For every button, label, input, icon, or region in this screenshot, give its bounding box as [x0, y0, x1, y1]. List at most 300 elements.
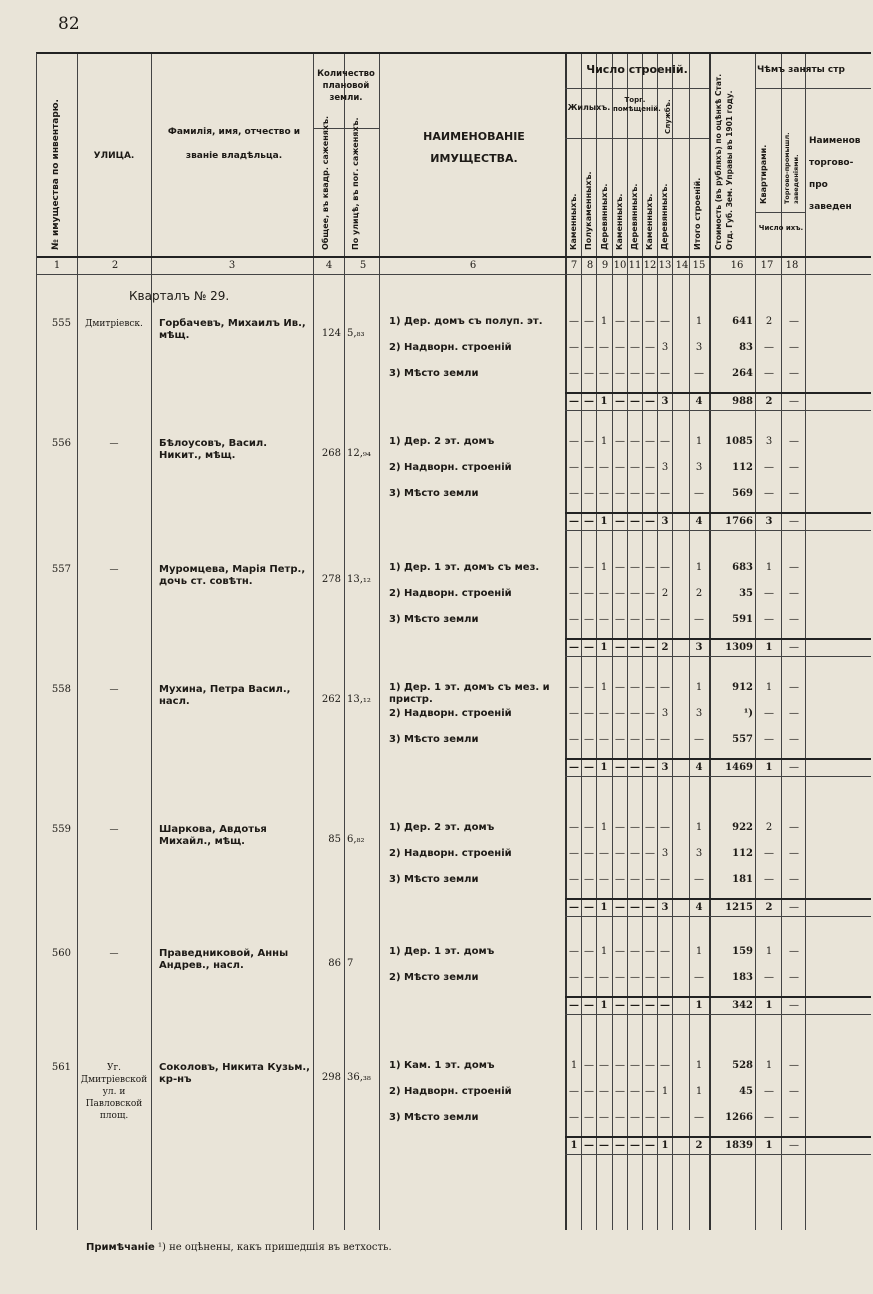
- count-c11: —: [630, 682, 640, 693]
- count-c12: —: [645, 946, 655, 957]
- inventory-number: 560: [51, 948, 71, 959]
- count-c9: —: [599, 488, 609, 499]
- count-c9: —: [599, 462, 609, 473]
- total-value: 1309: [725, 642, 753, 653]
- value-rubles: 159: [732, 946, 753, 957]
- count-c13: 3: [661, 342, 669, 353]
- total-enterprises: —: [789, 902, 799, 913]
- street-name: —: [109, 565, 119, 575]
- count-c10: —: [615, 1112, 625, 1123]
- total-apartments: 1: [765, 1000, 773, 1011]
- header-living: Жилыхъ.: [567, 103, 611, 112]
- total-apartments: 1: [765, 762, 773, 773]
- total-c13: —: [660, 1000, 670, 1011]
- property-item: 2) Надворн. строеній: [389, 708, 512, 719]
- land-area: 298: [321, 1072, 341, 1083]
- count-c8: —: [584, 1112, 594, 1123]
- apartments-count: 1: [765, 946, 773, 957]
- count-c14: —: [694, 1112, 704, 1123]
- count-c9: —: [599, 734, 609, 745]
- column-number: 12: [643, 260, 657, 271]
- count-c9: —: [599, 368, 609, 379]
- header-c15: Стоимость (въ рубляхъ) по оцѣнкѣ Стат. Отд. Губ. Зем. Управы въ 1901 году.: [714, 73, 734, 250]
- property-item: 1) Дер. домъ съ полуп. эт.: [389, 316, 543, 327]
- total-c11: —: [630, 642, 640, 653]
- count-c7: —: [569, 488, 579, 499]
- count-c14: —: [694, 488, 704, 499]
- column-number: 18: [785, 260, 799, 271]
- enterprises-count: —: [789, 588, 799, 599]
- count-c13: 3: [661, 848, 669, 859]
- total-c8: —: [584, 1140, 594, 1151]
- count-c11: —: [630, 436, 640, 447]
- owner-name: Муромцева, Марія Петр., дочь ст. совѣтн.: [159, 564, 306, 587]
- column-number: 1: [53, 260, 61, 271]
- count-c12: —: [645, 682, 655, 693]
- value-rubles: 683: [732, 562, 753, 573]
- owner-name: Горбачевъ, Михаилъ Ив., мѣщ.: [159, 318, 306, 341]
- property-item: 3) Мѣсто земли: [389, 614, 479, 625]
- count-c10: —: [615, 708, 625, 719]
- total-c7: —: [569, 642, 579, 653]
- count-c13: —: [660, 1060, 670, 1071]
- total-c9: 1: [600, 1000, 608, 1011]
- apartments-count: —: [764, 488, 774, 499]
- column-number: 17: [760, 260, 774, 271]
- apartments-count: 2: [765, 822, 773, 833]
- enterprises-count: —: [789, 848, 799, 859]
- count-c7: —: [569, 368, 579, 379]
- value-rubles: 912: [732, 682, 753, 693]
- total-c7: —: [569, 762, 579, 773]
- count-c14: 3: [695, 342, 703, 353]
- column-number: 15: [692, 260, 706, 271]
- count-c11: —: [630, 368, 640, 379]
- total-c7: —: [569, 1000, 579, 1011]
- apartments-count: —: [764, 368, 774, 379]
- count-c12: —: [645, 316, 655, 327]
- enterprises-count: —: [789, 614, 799, 625]
- count-c14: 1: [695, 822, 703, 833]
- value-rubles: 264: [732, 368, 753, 379]
- total-c10: —: [615, 762, 625, 773]
- apartments-count: —: [764, 848, 774, 859]
- total-c9: —: [599, 1140, 609, 1151]
- column-number: 3: [228, 260, 236, 271]
- value-rubles: 641: [732, 316, 753, 327]
- count-c9: —: [599, 1112, 609, 1123]
- apartments-count: —: [764, 972, 774, 983]
- property-item: 1) Дер. 1 эт. домъ съ мез. и пристр.: [389, 682, 550, 705]
- enterprises-count: —: [789, 708, 799, 719]
- total-c7: —: [569, 516, 579, 527]
- property-item: 2) Надворн. строеній: [389, 462, 512, 473]
- header-inventory-no: № имущества по инвентарю.: [51, 99, 61, 250]
- property-item: 3) Мѣсто земли: [389, 368, 479, 379]
- value-rubles: 1085: [725, 436, 753, 447]
- land-area: 124: [321, 328, 341, 339]
- inventory-number: 561: [51, 1062, 71, 1073]
- count-c8: —: [584, 342, 594, 353]
- column-number: 8: [586, 260, 594, 271]
- count-c13: 3: [661, 708, 669, 719]
- land-area: 85: [328, 834, 341, 845]
- count-c10: —: [615, 462, 625, 473]
- frontage: 6,₈₂: [347, 834, 365, 845]
- count-c10: —: [615, 588, 625, 599]
- count-c8: —: [584, 562, 594, 573]
- count-c13: —: [660, 1112, 670, 1123]
- total-c13: 3: [661, 516, 669, 527]
- count-c7: —: [569, 462, 579, 473]
- header-trade: Торг. помѣщеній.: [613, 96, 661, 113]
- total-value: 1766: [725, 516, 753, 527]
- count-c13: 1: [661, 1086, 669, 1097]
- total-c12: —: [645, 642, 655, 653]
- count-c9: 1: [600, 682, 608, 693]
- column-number: 2: [111, 260, 119, 271]
- count-c13: —: [660, 562, 670, 573]
- total-c13: 3: [661, 396, 669, 407]
- footnote-text: ¹) не оцѣнены, какъ пришедшія въ ветхость.: [158, 1242, 392, 1253]
- count-c9: —: [599, 708, 609, 719]
- header-c8: Полукаменныхъ.: [584, 171, 593, 250]
- owner-name: Бѣлоусовъ, Васил. Никит., мѣщ.: [159, 438, 268, 461]
- header-c9: Деревянныхъ.: [600, 183, 609, 250]
- total-enterprises: —: [789, 642, 799, 653]
- land-area: 86: [328, 958, 341, 969]
- count-c7: 1: [570, 1060, 578, 1071]
- count-c13: —: [660, 972, 670, 983]
- total-c12: —: [645, 762, 655, 773]
- count-c11: —: [630, 614, 640, 625]
- column-number: 14: [675, 260, 689, 271]
- frontage: 36,₃₈: [347, 1072, 371, 1083]
- total-c12: —: [645, 902, 655, 913]
- total-c11: —: [630, 516, 640, 527]
- enterprises-count: —: [789, 874, 799, 885]
- count-c14: —: [694, 874, 704, 885]
- header-c10: Каменныхъ.: [615, 193, 624, 250]
- count-c14: 1: [695, 562, 703, 573]
- count-c7: —: [569, 588, 579, 599]
- count-c14: —: [694, 734, 704, 745]
- total-c14: 4: [695, 396, 703, 407]
- enterprises-count: —: [789, 462, 799, 473]
- count-c12: —: [645, 488, 655, 499]
- count-c12: —: [645, 734, 655, 745]
- apartments-count: —: [764, 342, 774, 353]
- count-c10: —: [615, 316, 625, 327]
- total-c14: 1: [695, 1000, 703, 1011]
- count-c11: —: [630, 488, 640, 499]
- column-number: 10: [613, 260, 627, 271]
- enterprises-count: —: [789, 682, 799, 693]
- header-c13: Деревянныхъ.: [660, 183, 669, 250]
- count-c10: —: [615, 368, 625, 379]
- total-c8: —: [584, 1000, 594, 1011]
- apartments-count: 1: [765, 1060, 773, 1071]
- count-c13: —: [660, 614, 670, 625]
- count-c11: —: [630, 848, 640, 859]
- count-c11: —: [630, 316, 640, 327]
- count-c11: —: [630, 1060, 640, 1071]
- count-c14: 1: [695, 436, 703, 447]
- count-c12: —: [645, 1086, 655, 1097]
- total-c13: 2: [661, 642, 669, 653]
- enterprises-count: —: [789, 972, 799, 983]
- total-c12: —: [645, 1000, 655, 1011]
- count-c13: —: [660, 946, 670, 957]
- total-c9: 1: [600, 902, 608, 913]
- count-c11: —: [630, 562, 640, 573]
- count-c14: 1: [695, 682, 703, 693]
- frontage: 13,₁₂: [347, 574, 371, 585]
- total-c14: 4: [695, 516, 703, 527]
- land-area: 278: [321, 574, 341, 585]
- total-c8: —: [584, 762, 594, 773]
- total-value: 1469: [725, 762, 753, 773]
- count-c7: —: [569, 436, 579, 447]
- total-c7: —: [569, 396, 579, 407]
- count-c8: —: [584, 316, 594, 327]
- header-service: Службъ.: [664, 99, 672, 134]
- total-c8: —: [584, 642, 594, 653]
- header-c17: Торгово-промышл. заведеніями.: [783, 132, 800, 204]
- count-c8: —: [584, 708, 594, 719]
- count-c8: —: [584, 972, 594, 983]
- owner-name: Праведниковой, Анны Андрев., насл.: [159, 948, 289, 971]
- count-c11: —: [630, 1086, 640, 1097]
- count-c12: —: [645, 436, 655, 447]
- count-c7: —: [569, 946, 579, 957]
- value-rubles: ¹): [743, 708, 753, 719]
- count-c12: —: [645, 368, 655, 379]
- frontage: 5,₈₃: [347, 328, 365, 339]
- total-c9: 1: [600, 762, 608, 773]
- count-c10: —: [615, 1086, 625, 1097]
- apartments-count: —: [764, 734, 774, 745]
- owner-name: Соколовъ, Никита Кузьм., кр-нъ: [159, 1062, 310, 1085]
- count-c14: 1: [695, 316, 703, 327]
- count-c10: —: [615, 1060, 625, 1071]
- count-c9: —: [599, 588, 609, 599]
- count-c12: —: [645, 972, 655, 983]
- count-c7: —: [569, 822, 579, 833]
- enterprises-count: —: [789, 946, 799, 957]
- value-rubles: 922: [732, 822, 753, 833]
- header-land-amount: Количество плановой земли.: [317, 69, 375, 103]
- header-occupied: Чѣмъ заняты стр: [757, 65, 845, 75]
- count-c8: —: [584, 874, 594, 885]
- count-c9: —: [599, 614, 609, 625]
- count-c13: —: [660, 682, 670, 693]
- total-c11: —: [630, 902, 640, 913]
- count-c8: —: [584, 946, 594, 957]
- enterprises-count: —: [789, 316, 799, 327]
- count-c14: 2: [695, 588, 703, 599]
- count-c9: 1: [600, 562, 608, 573]
- total-c10: —: [615, 396, 625, 407]
- total-value: 988: [732, 396, 753, 407]
- count-c9: 1: [600, 436, 608, 447]
- property-item: 1) Кам. 1 эт. домъ: [389, 1060, 495, 1071]
- count-c11: —: [630, 972, 640, 983]
- apartments-count: 1: [765, 682, 773, 693]
- value-rubles: 45: [739, 1086, 753, 1097]
- apartments-count: —: [764, 614, 774, 625]
- count-c8: —: [584, 436, 594, 447]
- column-number: 9: [601, 260, 609, 271]
- header-buildings-count: Число строеній.: [586, 63, 688, 76]
- count-c7: —: [569, 562, 579, 573]
- enterprises-count: —: [789, 436, 799, 447]
- property-item: 1) Дер. 1 эт. домъ: [389, 946, 495, 957]
- inventory-number: 559: [51, 824, 71, 835]
- header-c16: Квартирами.: [759, 144, 768, 204]
- count-c14: 1: [695, 1086, 703, 1097]
- count-c13: —: [660, 822, 670, 833]
- enterprises-count: —: [789, 1060, 799, 1071]
- value-rubles: 83: [739, 342, 753, 353]
- apartments-count: —: [764, 874, 774, 885]
- total-c12: —: [645, 1140, 655, 1151]
- total-apartments: 1: [765, 1140, 773, 1151]
- count-c10: —: [615, 682, 625, 693]
- total-c13: 3: [661, 762, 669, 773]
- count-c7: —: [569, 874, 579, 885]
- count-c11: —: [630, 342, 640, 353]
- apartments-count: —: [764, 708, 774, 719]
- header-property-name: НАИМЕНОВАНІЕ ИМУЩЕСТВА.: [423, 130, 525, 165]
- count-c8: —: [584, 1086, 594, 1097]
- total-c8: —: [584, 396, 594, 407]
- count-c11: —: [630, 588, 640, 599]
- apartments-count: 2: [765, 316, 773, 327]
- header-owner: Фамилія, имя, отчество и званіе владѣльца.: [167, 127, 301, 161]
- property-item: 3) Мѣсто земли: [389, 488, 479, 499]
- count-c7: —: [569, 682, 579, 693]
- value-rubles: 569: [732, 488, 753, 499]
- count-c11: —: [630, 462, 640, 473]
- count-c12: —: [645, 342, 655, 353]
- count-c8: —: [584, 488, 594, 499]
- count-c8: —: [584, 462, 594, 473]
- count-c12: —: [645, 822, 655, 833]
- count-c14: 3: [695, 708, 703, 719]
- count-c7: —: [569, 972, 579, 983]
- total-c10: —: [615, 642, 625, 653]
- total-c8: —: [584, 902, 594, 913]
- value-rubles: 35: [739, 588, 753, 599]
- total-enterprises: —: [789, 1000, 799, 1011]
- owner-name: Мухина, Петра Васил., насл.: [159, 684, 291, 707]
- property-item: 2) Надворн. строеній: [389, 848, 512, 859]
- header-c11: Деревянныхъ.: [630, 183, 639, 250]
- count-c7: —: [569, 848, 579, 859]
- land-area: 268: [321, 448, 341, 459]
- count-c13: —: [660, 436, 670, 447]
- count-c7: —: [569, 342, 579, 353]
- total-value: 1839: [725, 1140, 753, 1151]
- total-c11: —: [630, 1140, 640, 1151]
- count-c9: 1: [600, 316, 608, 327]
- count-c7: —: [569, 734, 579, 745]
- property-item: 2) Мѣсто земли: [389, 972, 479, 983]
- total-c14: 4: [695, 902, 703, 913]
- count-c7: —: [569, 1112, 579, 1123]
- total-c14: 2: [695, 1140, 703, 1151]
- count-c11: —: [630, 1112, 640, 1123]
- count-c12: —: [645, 1112, 655, 1123]
- count-c9: 1: [600, 822, 608, 833]
- column-number: 6: [469, 260, 477, 271]
- count-c12: —: [645, 708, 655, 719]
- count-c9: —: [599, 1060, 609, 1071]
- value-rubles: 528: [732, 1060, 753, 1071]
- total-c8: —: [584, 516, 594, 527]
- count-c8: —: [584, 614, 594, 625]
- total-c11: —: [630, 396, 640, 407]
- total-c10: —: [615, 902, 625, 913]
- count-c13: —: [660, 734, 670, 745]
- property-item: 2) Надворн. строеній: [389, 342, 512, 353]
- count-c9: —: [599, 848, 609, 859]
- value-rubles: 1266: [725, 1112, 753, 1123]
- column-number: 13: [658, 260, 672, 271]
- inventory-number: 558: [51, 684, 71, 695]
- count-c10: —: [615, 488, 625, 499]
- header-c7: Каменныхъ.: [569, 193, 578, 250]
- street-name: Дмитріевск.: [85, 319, 143, 329]
- count-c10: —: [615, 972, 625, 983]
- total-apartments: 2: [765, 902, 773, 913]
- count-c14: —: [694, 614, 704, 625]
- count-c10: —: [615, 436, 625, 447]
- street-name: —: [109, 825, 119, 835]
- count-c8: —: [584, 368, 594, 379]
- count-c13: 3: [661, 462, 669, 473]
- street-name: Уг. Дмитріевской ул. и Павловской площ.: [80, 1063, 148, 1121]
- count-c14: 3: [695, 848, 703, 859]
- count-c12: —: [645, 848, 655, 859]
- header-street: УЛИЦА.: [93, 151, 135, 161]
- property-item: 2) Надворн. строеній: [389, 1086, 512, 1097]
- property-item: 3) Мѣсто земли: [389, 1112, 479, 1123]
- land-area: 262: [321, 694, 341, 705]
- total-apartments: 1: [765, 642, 773, 653]
- street-name: —: [109, 949, 119, 959]
- property-item: 3) Мѣсто земли: [389, 734, 479, 745]
- total-c14: 3: [695, 642, 703, 653]
- count-c8: —: [584, 588, 594, 599]
- count-c12: —: [645, 462, 655, 473]
- column-number: 4: [325, 260, 333, 271]
- count-c9: —: [599, 342, 609, 353]
- total-c10: —: [615, 1000, 625, 1011]
- total-enterprises: —: [789, 762, 799, 773]
- header-c18: Наименов торгово-про заведен: [809, 136, 861, 212]
- count-c7: —: [569, 316, 579, 327]
- value-rubles: 591: [732, 614, 753, 625]
- count-c12: —: [645, 1060, 655, 1071]
- total-c9: 1: [600, 516, 608, 527]
- total-c10: —: [615, 1140, 625, 1151]
- quarter-title: Кварталъ № 29.: [129, 289, 230, 303]
- total-apartments: 2: [765, 396, 773, 407]
- total-value: 1215: [725, 902, 753, 913]
- count-c7: —: [569, 708, 579, 719]
